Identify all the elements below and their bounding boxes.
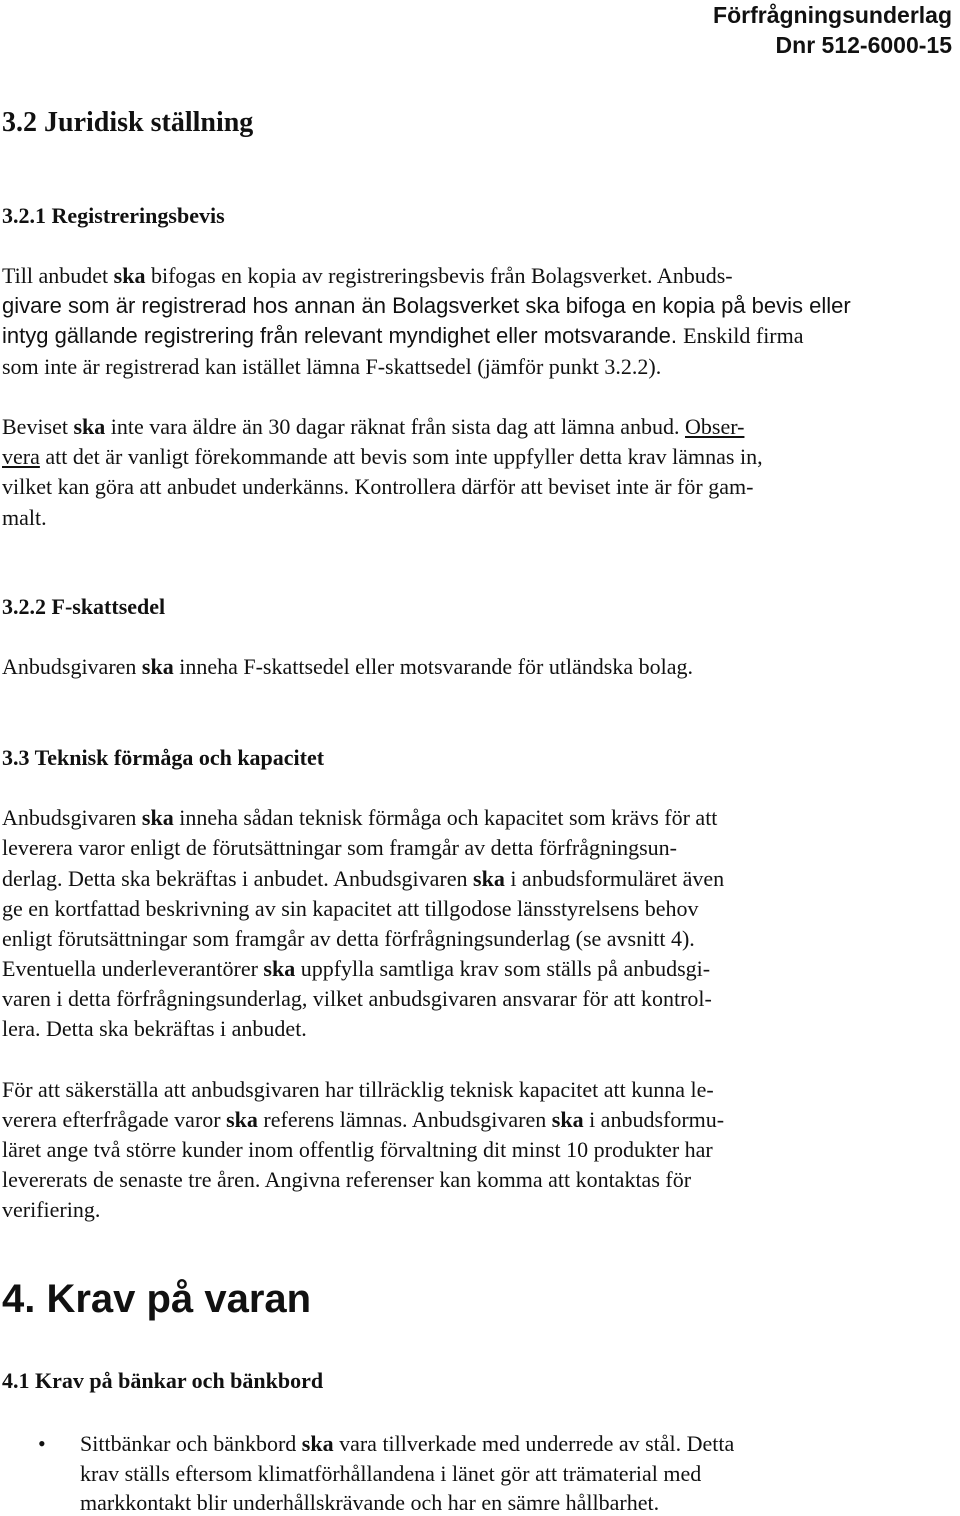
section-heading-3-3: 3.3 Teknisk förmåga och kapacitet	[2, 745, 325, 770]
text-line: Beviset ska inte vara äldre än 30 dagar räknat från sista dag att lämna anbud. Obser-	[2, 414, 745, 439]
text-line: malt.	[2, 505, 47, 530]
bullet-icon: •	[38, 1431, 46, 1456]
section-heading-4: 4. Krav på varan	[2, 1277, 312, 1321]
section-heading-3-2: 3.2 Juridisk ställning	[2, 107, 254, 138]
text-line: givare som är registrerad hos annan än Bolagsverket ska bifoga en kopia på bevis eller	[2, 293, 851, 318]
section-heading-4-1: 4.1 Krav på bänkar och bänkbord	[2, 1368, 324, 1393]
text-line: krav ställs eftersom klimatförhållandena i länet gör att trämaterial med	[80, 1461, 702, 1486]
emphasis-ska: ska	[263, 956, 296, 981]
emphasis-ska: ska	[113, 263, 146, 288]
text-line: levererats de senaste tre åren. Angivna referenser kan komma att kontaktas för	[2, 1167, 692, 1192]
text-line: verera efterfrågade varor ska referens lämnas. Anbudsgivaren ska i anbudsformu-	[2, 1107, 725, 1132]
document-type: Förfrågningsunderlag	[713, 2, 952, 28]
text-line: Anbudsgivaren ska inneha sådan teknisk förmåga och kapacitet som krävs för att	[2, 805, 718, 830]
underlined-observera: Obser-	[685, 414, 745, 439]
text-line: intyg gällande registrering från relevant myndighet eller motsvarande. Enskild firma	[2, 323, 804, 348]
text-line: som inte är registrerad kan istället lämna F-skattsedel (jämför punkt 3.2.2).	[2, 354, 662, 379]
text-line: vera att det är vanligt förekommande att bevis som inte uppfyller detta krav lämnas in,	[2, 444, 763, 469]
emphasis-ska: ska	[226, 1107, 258, 1132]
text-line: Till anbudet ska bifogas en kopia av registreringsbevis från Bolagsverket. Anbuds-	[2, 263, 733, 288]
text-line: För att säkerställa att anbudsgivaren har tillräcklig teknisk kapacitet att kunna le-	[2, 1077, 714, 1102]
text-line: markkontakt blir underhållskrävande och har en sämre hållbarhet.	[80, 1490, 660, 1515]
emphasis-ska: ska	[73, 414, 106, 439]
text-line: ge en kortfattad beskrivning av sin kapacitet att tillgodose länsstyrelsens behov	[2, 896, 699, 921]
section-heading-3-2-2: 3.2.2 F-skattsedel	[2, 594, 166, 619]
paragraph-f-skattsedel: Anbudsgivaren ska inneha F-skattsedel eller motsvarande för utländska bolag.	[2, 654, 694, 679]
text-line: vilket kan göra att anbudet underkänns. Kontrollera därför att beviset inte är för gam-	[2, 474, 754, 499]
emphasis-ska: ska	[301, 1431, 334, 1456]
emphasis-ska: ska	[473, 866, 505, 891]
text-line: derlag. Detta ska bekräftas i anbudet. Anbudsgivaren ska i anbudsformuläret även	[2, 866, 725, 891]
text-line: leverera varor enligt de förutsättningar som framgår av detta förfrågningsun-	[2, 835, 678, 860]
text-line: verifiering.	[2, 1197, 101, 1222]
underlined-observera-cont: vera	[2, 444, 40, 469]
text-line: enligt förutsättningar som framgår av detta förfrågningsunderlag (se avsnitt 4).	[2, 926, 695, 951]
emphasis-ska: ska	[141, 805, 174, 830]
text-line: Eventuella underleverantörer ska uppfylla samtliga krav som ställs på anbudsgi-	[2, 956, 711, 981]
text-line: varen i detta förfrågningsunderlag, vilket anbudsgivaren ansvarar för att kontrol-	[2, 986, 712, 1011]
document-number: Dnr 512-6000-15	[775, 32, 952, 58]
emphasis-ska: ska	[141, 654, 174, 679]
emphasis-ska: ska	[551, 1107, 584, 1132]
text-line: lera. Detta ska bekräftas i anbudet.	[2, 1016, 307, 1041]
text-line: Sittbänkar och bänkbord ska vara tillverkade med underrede av stål. Detta	[80, 1431, 735, 1456]
text-line: läret ange två större kunder inom offentlig förvaltning dit minst 10 produkter har	[2, 1137, 713, 1162]
section-heading-3-2-1: 3.2.1 Registreringsbevis	[2, 203, 225, 228]
